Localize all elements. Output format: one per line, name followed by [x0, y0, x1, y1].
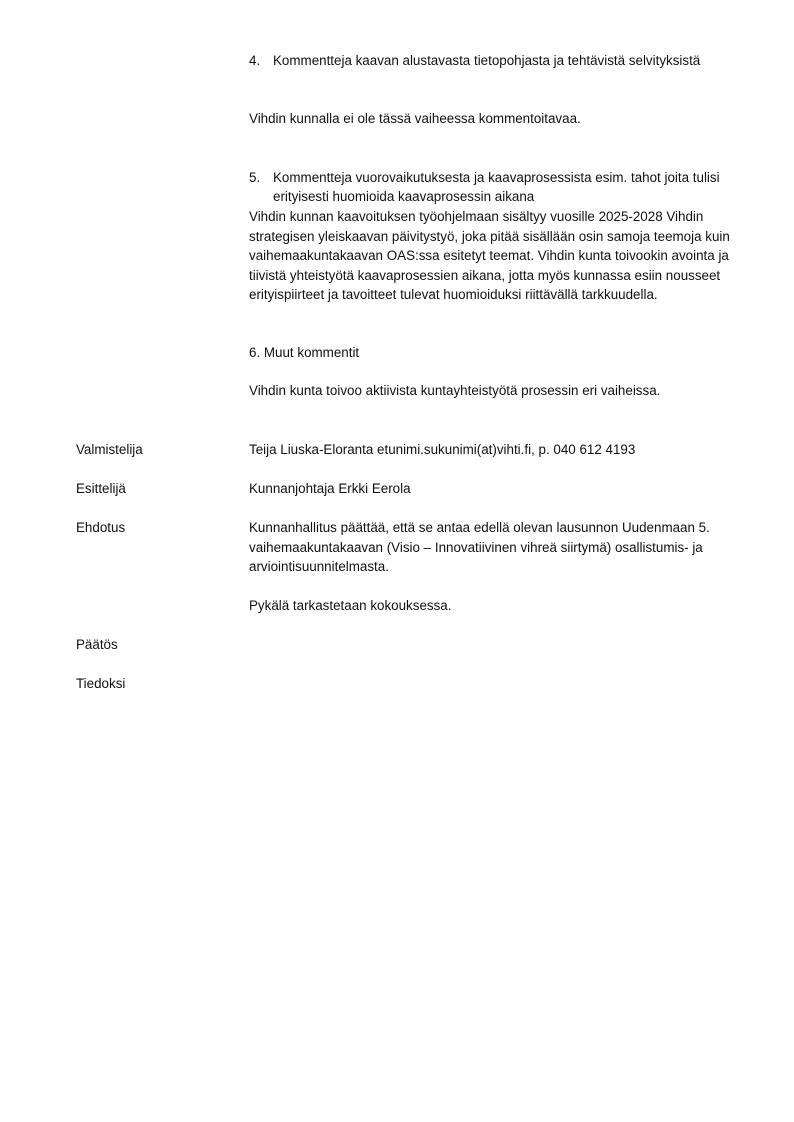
valmistelija-value: Teija Liuska-Eloranta etunimi.sukunimi(at)vihti.fi, p. 040 612 4193 [249, 442, 636, 457]
section-5-number: 5. [249, 169, 261, 185]
section-6-heading: 6. Muut kommentit [249, 345, 360, 360]
section-4-body: Vihdin kunnalla ei ole tässä vaiheessa kommentoitavaa. [249, 111, 581, 126]
section-4-number: 4. [249, 53, 261, 68]
section-4-heading [249, 51, 773, 71]
section-6-body: Vihdin kunta toivoo aktiivista kuntayhteistyötä prosessin eri vaiheissa. [249, 383, 661, 398]
section-4-heading-text: Kommentteja kaavan alustavasta tietopohjasta ja tehtävistä selvityksistä [273, 53, 701, 68]
esittelija-value: Kunnanjohtaja Erkki Eerola [249, 481, 411, 496]
esittelija-label: Esittelijä [76, 481, 126, 496]
section-5-heading-text: Kommentteja vuorovaikutuksesta ja kaavaprosessista esim. tahot joita tulisi erityisesti huomioida kaavaprosessin aikana [273, 169, 720, 204]
ehdotus-label: Ehdotus [76, 520, 126, 535]
section-5-body: Vihdin kunnan kaavoituksen työohjelmaan sisältyy vuosille 2025-2028 Vihdin strategisen yleiskaavan päivitystyö, joka pitää sisällään osin samoja teemoja kuin vaihemaakuntakaavan OAS:ssa esitetyt teemat. Vihdin kunta toivookin avointa ja tiivistä yhteistyötä kaavaprosessien aikana, jotta myös kunnassa esiin nousseet erityispiirteet ja tavoitteet tulevat huomioiduksi riittävällä tarkkuudella. [249, 209, 730, 302]
tiedoksi-label: Tiedoksi [76, 676, 126, 691]
paatos-label: Päätös [76, 637, 118, 652]
section-5-heading [249, 168, 773, 207]
ehdotus-value: Kunnanhallitus päättää, että se antaa edellä olevan lausunnon Uudenmaan 5. vaihemaakuntakaavan (Visio – Innovatiivinen vihreä siirtymä) osallistumis- ja arviointisuunnitelmasta. [249, 520, 710, 574]
ehdotus-note: Pykälä tarkastetaan kokouksessa. [249, 598, 452, 613]
valmistelija-label: Valmistelija [76, 442, 143, 457]
